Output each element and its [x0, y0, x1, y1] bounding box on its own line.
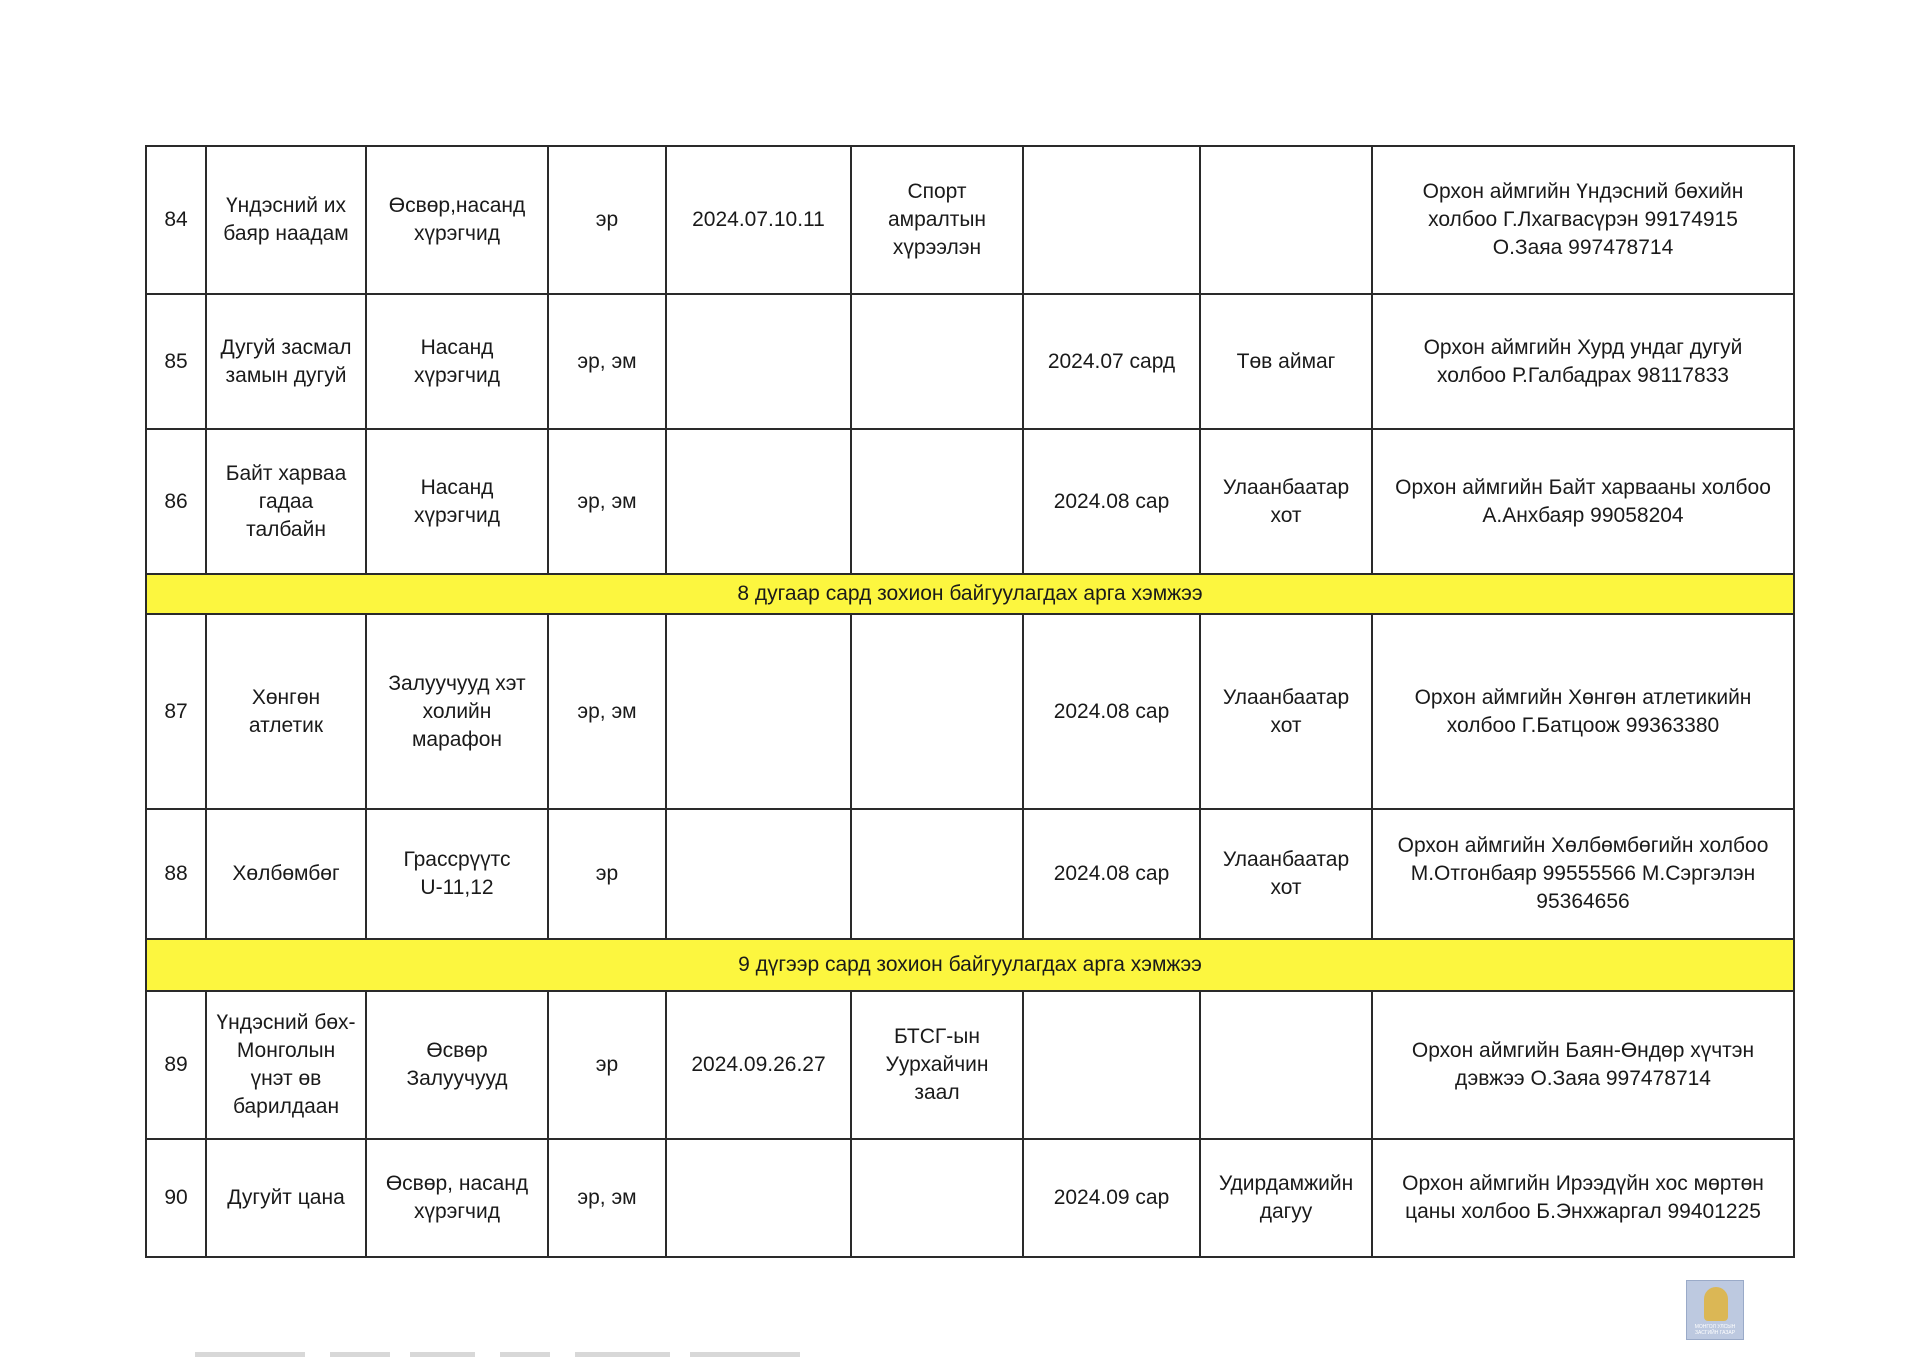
sport-cell: Байт харваа гадаа талбайн: [206, 429, 366, 574]
period-cell: 2024.08 сар: [1023, 429, 1200, 574]
government-emblem-logo: [1686, 1280, 1744, 1340]
row-number: 88: [146, 809, 206, 939]
sport-cell: Хөнгөн атлетик: [206, 614, 366, 809]
venue-cell: [851, 294, 1023, 429]
location-cell: [1200, 991, 1372, 1139]
participants-cell: Өсвөр Залуучууд: [366, 991, 548, 1139]
footer-text-fragment: [690, 1352, 800, 1357]
footer-text-fragment: [330, 1352, 390, 1357]
gender-cell: эр: [548, 809, 666, 939]
date-cell: [666, 1139, 851, 1257]
organizer-cell: Орхон аймгийн Байт харвааны холбоо А.Анхбаяр 99058204: [1372, 429, 1794, 574]
footer-text-fragment: [575, 1352, 670, 1357]
venue-cell: [851, 614, 1023, 809]
location-cell: Улаанбаатар хот: [1200, 809, 1372, 939]
organizer-cell: Орхон аймгийн Хөнгөн атлетикийн холбоо Г.Батцоож 99363380: [1372, 614, 1794, 809]
venue-cell: [851, 429, 1023, 574]
participants-cell: Залуучууд хэт холийн марафон: [366, 614, 548, 809]
venue-cell: БТСГ-ын Уурхайчин заал: [851, 991, 1023, 1139]
date-cell: [666, 294, 851, 429]
participants-cell: Өсвөр, насанд хүрэгчид: [366, 1139, 548, 1257]
row-number: 89: [146, 991, 206, 1139]
date-cell: [666, 614, 851, 809]
venue-cell: [851, 809, 1023, 939]
table-row: [146, 809, 1794, 939]
period-cell: [1023, 146, 1200, 294]
date-cell: [666, 809, 851, 939]
period-cell: 2024.07 сард: [1023, 294, 1200, 429]
row-number: 84: [146, 146, 206, 294]
row-number: 85: [146, 294, 206, 429]
organizer-cell: Орхон аймгийн Хурд ундаг дугуй холбоо Р.Галбадрах 98117833: [1372, 294, 1794, 429]
participants-cell: Насанд хүрэгчид: [366, 294, 548, 429]
venue-cell: [851, 1139, 1023, 1257]
footer-text-fragment: [410, 1352, 475, 1357]
location-cell: Төв аймаг: [1200, 294, 1372, 429]
row-number: 90: [146, 1139, 206, 1257]
gender-cell: эр: [548, 991, 666, 1139]
section-title: 8 дугаар сард зохион байгуулагдах арга хэмжээ: [146, 574, 1794, 614]
gender-cell: эр, эм: [548, 614, 666, 809]
gender-cell: эр, эм: [548, 294, 666, 429]
date-cell: [666, 429, 851, 574]
table-row: [146, 614, 1794, 809]
gender-cell: эр: [548, 146, 666, 294]
sport-cell: Дугуйт цана: [206, 1139, 366, 1257]
table-row: [146, 294, 1794, 429]
sport-cell: Дугуй засмал замын дугуй: [206, 294, 366, 429]
organizer-cell: Орхон аймгийн Баян-Өндөр хүчтэн дэвжээ О.Заяа 997478714: [1372, 991, 1794, 1139]
footer-text-fragment: [195, 1352, 305, 1357]
period-cell: [1023, 991, 1200, 1139]
gender-cell: эр, эм: [548, 1139, 666, 1257]
table-row: [146, 991, 1794, 1139]
location-cell: Удирдамжийн дагуу: [1200, 1139, 1372, 1257]
participants-cell: Насанд хүрэгчид: [366, 429, 548, 574]
date-cell: 2024.09.26.27: [666, 991, 851, 1139]
organizer-cell: Орхон аймгийн Хөлбөмбөгийн холбоо М.Отгонбаяр 99555566 М.Сэргэлэн 95364656: [1372, 809, 1794, 939]
venue-cell: Спорт амралтын хүрээлэн: [851, 146, 1023, 294]
table-row: [146, 1139, 1794, 1257]
period-cell: 2024.08 сар: [1023, 809, 1200, 939]
sport-cell: Үндэсний бөх- Монголын үнэт өв барилдаан: [206, 991, 366, 1139]
location-cell: Улаанбаатар хот: [1200, 429, 1372, 574]
participants-cell: Грассрүүтс U-11,12: [366, 809, 548, 939]
footer-text-fragment: [500, 1352, 550, 1357]
section-header-august: [146, 574, 1794, 614]
table-row: [146, 146, 1794, 294]
organizer-cell: Орхон аймгийн Үндэсний бөхийн холбоо Г.Лхагвасүрэн 99174915 О.Заяа 997478714: [1372, 146, 1794, 294]
row-number: 86: [146, 429, 206, 574]
location-cell: Улаанбаатар хот: [1200, 614, 1372, 809]
participants-cell: Өсвөр,насанд хүрэгчид: [366, 146, 548, 294]
section-header-september: [146, 939, 1794, 991]
location-cell: [1200, 146, 1372, 294]
section-title: 9 дүгээр сард зохион байгуулагдах арга хэмжээ: [146, 939, 1794, 991]
sport-cell: Хөлбөмбөг: [206, 809, 366, 939]
period-cell: 2024.09 сар: [1023, 1139, 1200, 1257]
date-cell: 2024.07.10.11: [666, 146, 851, 294]
table-row: [146, 429, 1794, 574]
soyombo-icon: [1704, 1287, 1728, 1321]
gender-cell: эр, эм: [548, 429, 666, 574]
organizer-cell: Орхон аймгийн Ирээдүйн хос мөртөн цаны холбоо Б.Энхжаргал 99401225: [1372, 1139, 1794, 1257]
period-cell: 2024.08 сар: [1023, 614, 1200, 809]
sport-cell: Үндэсний их баяр наадам: [206, 146, 366, 294]
row-number: 87: [146, 614, 206, 809]
events-table: [145, 145, 1795, 1258]
emblem-caption: МОНГОЛ УЛСЫН ЗАСГИЙН ГАЗАР: [1694, 1324, 1736, 1336]
